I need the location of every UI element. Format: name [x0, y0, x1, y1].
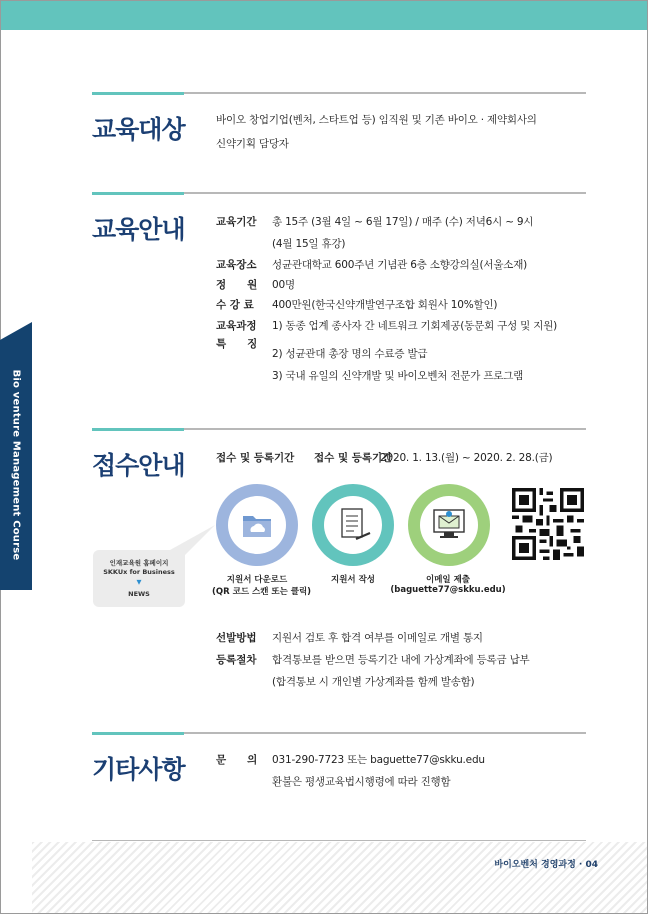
email-screen-icon — [430, 506, 468, 544]
period-value: 총 15주 (3월 4일 ~ 6월 17일) / 매주 (수) 저녁6시 ~ 9시 — [272, 216, 534, 228]
section-rule-accent — [92, 92, 184, 95]
step-email-circle[interactable] — [408, 484, 490, 566]
step-download-label: 지원서 다운로드 — [226, 575, 288, 585]
callout-line-2: SKKUx for Business — [103, 568, 175, 576]
capacity-label: 정 원 — [216, 279, 258, 291]
step-download-sub: (QR 코드 스캔 또는 클릭) — [212, 587, 312, 597]
fee-value: 400만원(한국신약개발연구조합 회원사 10%할인) — [272, 299, 498, 311]
qr-code-icon[interactable] — [512, 488, 584, 560]
feature-2: 2) 성균관대 총장 명의 수료증 발급 — [272, 348, 428, 360]
target-line-2: 신약기획 담당자 — [216, 138, 289, 150]
capacity-value: 00명 — [272, 279, 295, 291]
section-title: 기타사항 — [92, 755, 185, 784]
contact-value[interactable]: 031-290-7723 또는 baguette77@skku.edu — [272, 754, 485, 766]
feature-label-2: 특 징 — [216, 338, 258, 350]
register-note: (합격통보 시 개인별 가상계좌를 함께 발송함) — [272, 676, 475, 688]
fee-label: 수 강 료 — [216, 299, 254, 311]
apply-period-value: 2020. 1. 13.(월) ~ 2020. 2. 28.(금) — [380, 452, 553, 464]
select-label: 선발방법 — [216, 632, 257, 644]
place-label: 교육장소 — [216, 259, 257, 271]
homepage-callout[interactable] — [93, 550, 185, 607]
apply-period-label: 접수 및 등록기간 — [216, 452, 295, 464]
section-rule-accent — [92, 428, 184, 431]
period-note: (4월 15일 휴강) — [272, 238, 346, 250]
feature-label-1: 교육과정 — [216, 320, 257, 332]
bottom-rule — [92, 840, 586, 841]
section-title: 접수안내 — [92, 451, 185, 480]
callout-line-4: NEWS — [128, 590, 150, 598]
side-tab-cap — [0, 322, 32, 340]
step-email-label: 이메일 제출 — [425, 575, 470, 585]
period-label: 교육기간 — [216, 216, 257, 228]
step-write-circle — [312, 484, 394, 566]
section-rule-accent — [92, 192, 184, 195]
register-value: 합격통보를 받으면 등록기간 내에 가상계좌에 등록금 납부 — [272, 654, 530, 666]
section-title: 교육대상 — [92, 115, 185, 144]
side-tab-text: Bio venture Management Course — [10, 369, 22, 561]
target-line-1: 바이오 창업기업(벤처, 스타트업 등) 임직원 및 기존 바이오 · 제약회사의 — [216, 114, 537, 126]
footer-label: 바이오벤처 경영과정 · 04 — [494, 860, 598, 870]
feature-3: 3) 국내 유일의 신약개발 및 바이오벤처 전문가 프로그램 — [272, 370, 524, 382]
section-target — [92, 92, 586, 162]
section-title: 교육안내 — [92, 215, 185, 244]
step-write-label: 지원서 작성 — [330, 575, 375, 585]
callout-arrow: ▼ — [136, 578, 142, 586]
step-download-circle[interactable] — [216, 484, 298, 566]
register-label: 등록절차 — [216, 654, 257, 666]
callout-line-1: 인재교육원 홈페이지 — [109, 559, 169, 567]
refund-text: 환불은 평생교육법시행령에 따라 진행함 — [272, 776, 451, 788]
document-pen-icon — [336, 506, 372, 544]
section-rule-accent — [92, 732, 184, 735]
apply-period-label-repeat: 접수 및 등록기간 — [314, 452, 393, 464]
step-email-sub: (baguette77@skku.edu) — [390, 585, 506, 595]
feature-1: 1) 동종 업계 종사자 간 네트워크 기회제공(동문회 구성 및 지원) — [272, 320, 558, 332]
folder-cloud-icon — [240, 508, 274, 542]
select-value: 지원서 검토 후 합격 여부를 이메일로 개별 통지 — [272, 632, 483, 644]
contact-label: 문 의 — [216, 754, 258, 766]
place-value: 성균관대학교 600주년 기념관 6층 소향강의실(서울소재) — [272, 259, 528, 271]
